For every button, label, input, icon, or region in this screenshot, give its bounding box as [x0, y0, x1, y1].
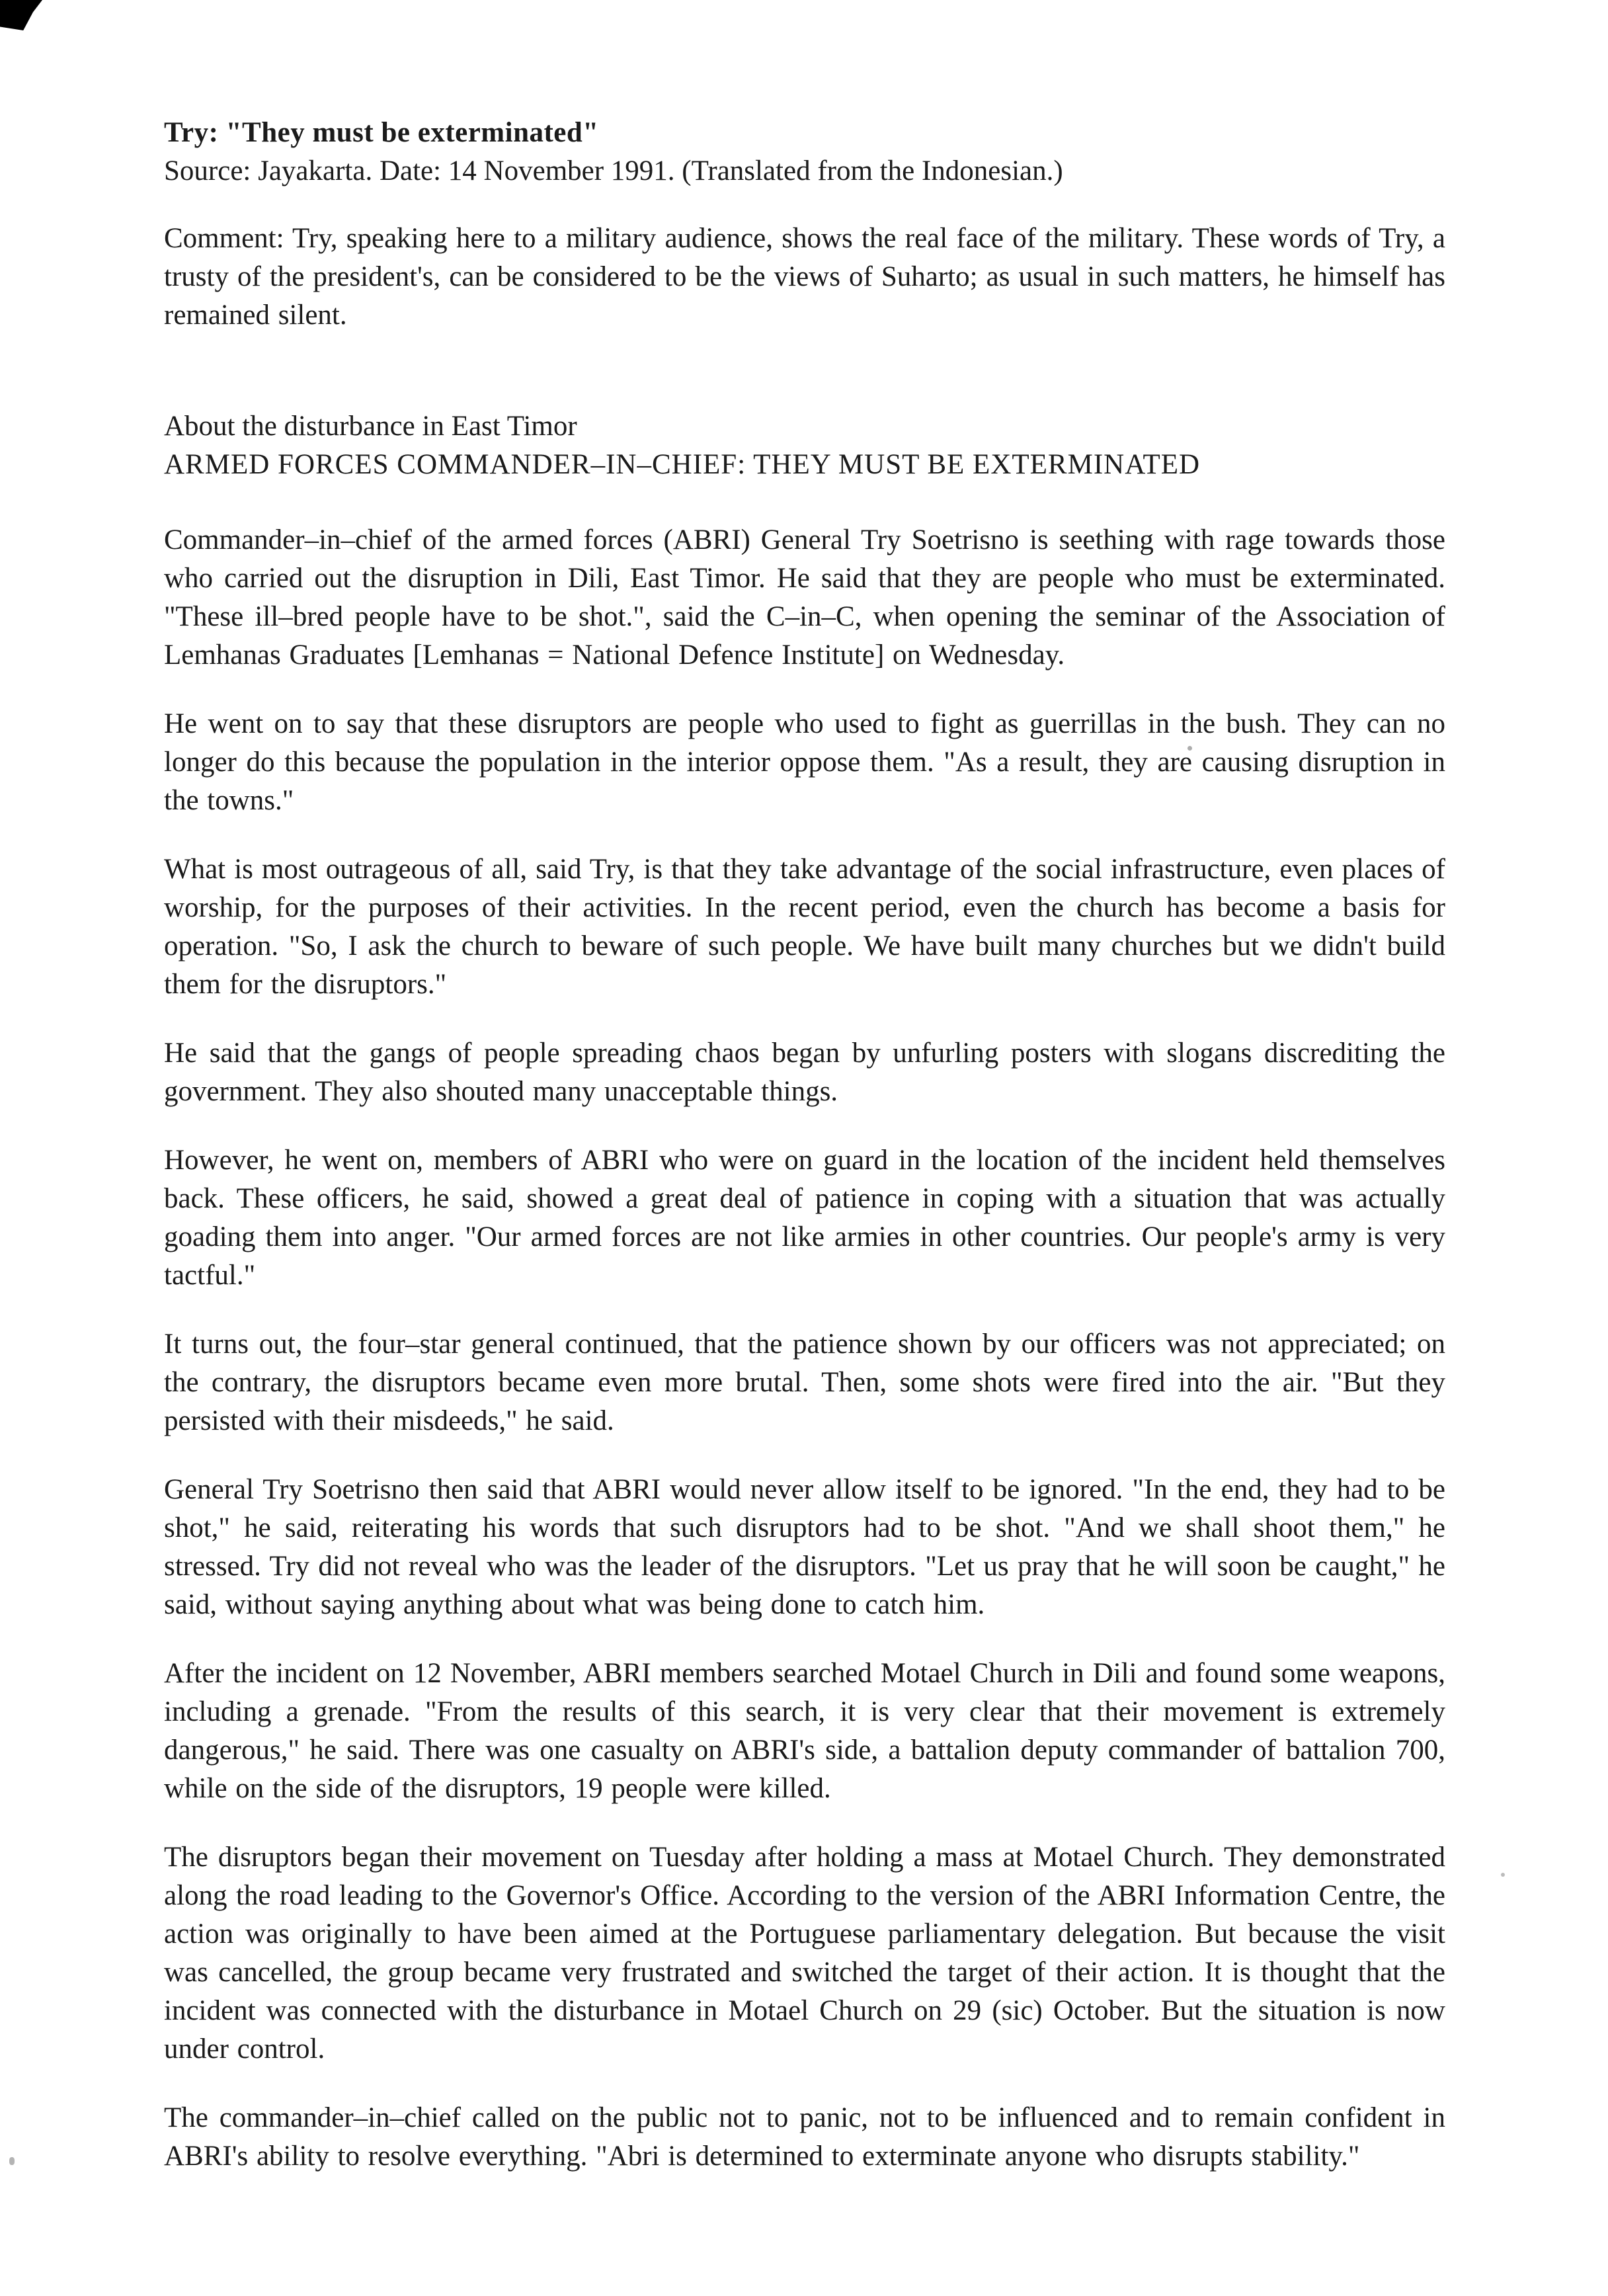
article-headline: ARMED FORCES COMMANDER–IN–CHIEF: THEY MUST BE EXTERMINATED: [164, 449, 1201, 480]
body-paragraph: It turns out, the four–star general continued, that the patience shown by our officers was not appreciated; on the contrary, the disruptors became even more brutal. Then, some shots were fired into the air. "But they persisted with their misdeeds," he said.: [164, 1329, 1445, 1436]
body-paragraph: He went on to say that these disruptors are people who used to fight as guerrillas in the bush. They can no longer do this because the population in the interior oppose them. "As a result, they are causing disruption in the towns.": [164, 708, 1445, 816]
body-paragraph: He said that the gangs of people spreading chaos began by unfurling posters with slogans discrediting the government. They also shouted many unacceptable things.: [164, 1038, 1445, 1107]
body-paragraph: Commander–in–chief of the armed forces (ABRI) General Try Soetrisno is seething with rage towards those who carried out the disruption in Dili, East Timor. He said that they are people who must be exterminated. "These ill–bred people have to be shot.", said the C–in–C, when opening the seminar of the Association of Lemhanas Graduates [Lemhanas = National Defence Institute] on Wednesday.: [164, 524, 1445, 671]
body-paragraph: The commander–in–chief called on the public not to panic, not to be influenced and to remain confident in ABRI's ability to resolve everything. "Abri is determined to exterminate anyone who disrupts stability.": [164, 2102, 1445, 2172]
scan-corner-artifact: [0, 0, 42, 30]
source-line: Source: Jayakarta. Date: 14 November 1991. (Translated from the Indonesian.): [164, 155, 1063, 186]
body-paragraph: What is most outrageous of all, said Try, is that they take advantage of the social infrastructure, even places of worship, for the purposes of their activities. In the recent period, even the church has become a basis for operation. "So, I ask the church to beware of such people. We have built many churches but we didn't build them for the disruptors.": [164, 854, 1445, 1000]
scan-speck: [9, 2157, 15, 2165]
body-paragraph: The disruptors began their movement on Tuesday after holding a mass at Motael Church. They demonstrated along the road leading to the Governor's Office. According to the version of the ABRI Information Centre, the action was originally to have been aimed at the Portuguese parliamentary delegation. But because the visit was cancelled, the group became very frustrated and switched the target of their action. It is thought that the incident was connected with the disturbance in Motael Church on 29 (sic) October. But the situation is now under control.: [164, 1842, 1445, 2065]
article-subtitle: About the disturbance in East Timor: [164, 411, 577, 442]
scan-speck: [1501, 1873, 1505, 1877]
body-paragraph: General Try Soetrisno then said that ABRI would never allow itself to be ignored. "In the end, they had to be shot," he said, reiterating his words that such disruptors had to be shot. "And we shall shoot them," he stressed. Try did not reveal who was the leader of the disruptors. "Let us pray that he will soon be caught," he said, without saying anything about what was being done to catch him.: [164, 1474, 1445, 1620]
article-content: [164, 114, 1445, 2206]
body-paragraph: However, he went on, members of ABRI who were on guard in the location of the incident held themselves back. These officers, he said, showed a great deal of patience in coping with a situation that was actually goading them into anger. "Our armed forces are not like armies in other countries. Our people's army is very tactful.": [164, 1145, 1445, 1291]
body-paragraph: After the incident on 12 November, ABRI members searched Motael Church in Dili and found some weapons, including a grenade. "From the results of this search, it is very clear that their movement is extremely dangerous," he said. There was one casualty on ABRI's side, a battalion deputy commander of battalion 700, while on the side of the disruptors, 19 people were killed.: [164, 1658, 1445, 1804]
article-body: [164, 521, 1445, 2176]
document-title: Try: "They must be exterminated": [164, 117, 599, 148]
comment-paragraph: Comment: Try, speaking here to a military audience, shows the real face of the military. These words of Try, a trusty of the president's, can be considered to be the views of Suharto; as usual in such matters, he himself has remained silent.: [164, 223, 1445, 331]
